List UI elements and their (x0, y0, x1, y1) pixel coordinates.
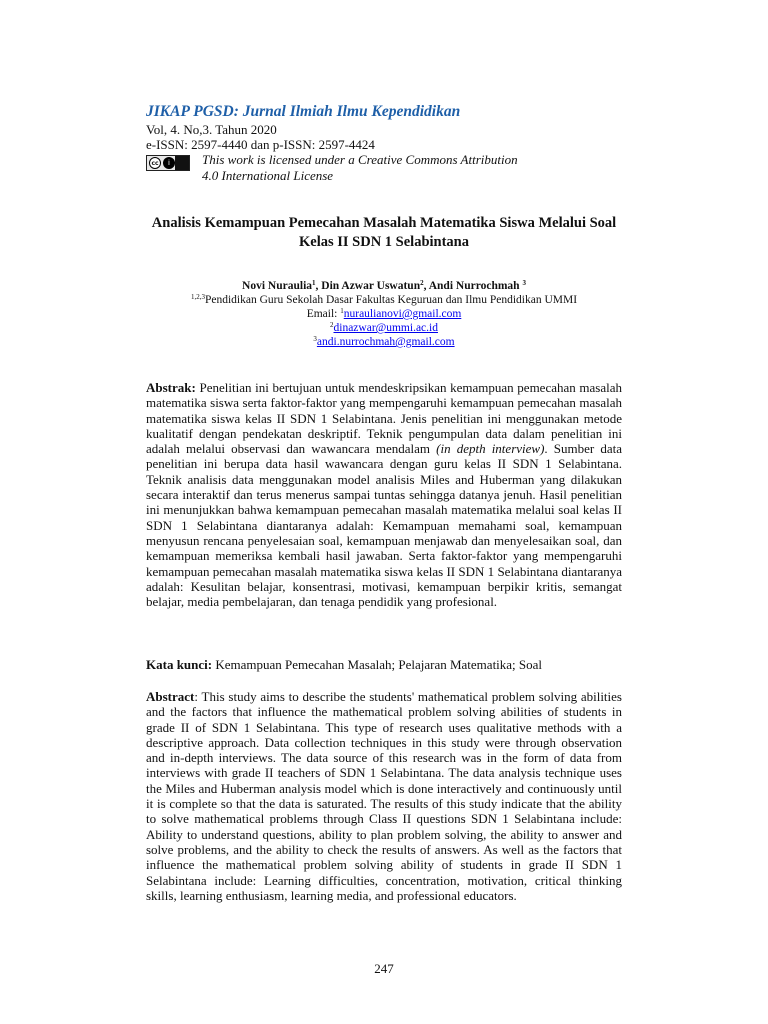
email-line-2 (100, 321, 668, 335)
author-3: Andi Nurrochmah (428, 280, 523, 292)
badge-band (175, 156, 189, 170)
abstract-label: Abstract (146, 689, 195, 704)
license-line-1: This work is licensed under a Creative Commons Attribution (202, 152, 518, 167)
author-2-sup: 2 (420, 279, 424, 287)
attribution-icon: i (163, 157, 175, 169)
journal-volume: Vol, 4. No,3. Tahun 2020 (146, 122, 277, 137)
article-title-line-2: Kelas II SDN 1 Selabintana (298, 234, 469, 250)
journal-title: JIKAP PGSD: Jurnal Ilmiah Ilmu Kependidikan (146, 103, 461, 120)
abstract-paragraph (146, 689, 622, 903)
cc-icon: cc (149, 157, 161, 169)
author-block (100, 279, 668, 349)
email-3-sup: 3 (313, 335, 317, 343)
affiliation-sup: 1,2,3 (190, 293, 205, 301)
author-2: Din Azwar Uswatun (321, 280, 421, 292)
author-3-sup: 3 (522, 279, 526, 287)
abstrak-label: Abstrak: (146, 380, 196, 395)
email-line-3 (100, 335, 668, 349)
affiliation-text: Pendidikan Guru Sekolah Dasar Fakultas Keguruan dan Ilmu Pendidikan UMMI (204, 294, 578, 306)
author-1-sup: 1 (312, 279, 316, 287)
article-title-line-1: Analisis Kemampuan Pemecahan Masalah Matematika Siswa Melalui Soal (151, 215, 617, 231)
email-2-sup: 2 (330, 321, 334, 329)
page-number: 247 (374, 961, 394, 976)
author-sep-2: , (423, 280, 429, 292)
abstrak-text-a: Penelitian ini bertujuan untuk mendeskripsikan kemampuan pemecahan masalah matematika siswa serta faktor-faktor yang mempengaruhi kemampuan pemecahan masalah matematika siswa kelas II SDN 1 Selabintana. Jenis penelitian ini menggunakan metode kualitatif dengan pendekatan deskriptif. Teknik pengumpulan data dalam penelitian ini adalah melalui observasi dan wawancara mendalam (146, 380, 622, 457)
email-1-link[interactable]: nuraulianovi@gmail.com (343, 308, 462, 320)
creative-commons-badge-icon[interactable] (146, 155, 190, 171)
keywords-text: Kemampuan Pemecahan Masalah; Pelajaran Matematika; Soal (212, 657, 543, 672)
email-1-sup: 1 (340, 307, 344, 315)
journal-header (146, 102, 646, 186)
email-line-1 (100, 307, 668, 321)
journal-issn: e-ISSN: 2597-4440 dan p-ISSN: 2597-4424 (146, 137, 375, 152)
email-2-link[interactable]: dinazwar@ummi.ac.id (333, 322, 438, 334)
email-label: Email: (306, 308, 341, 320)
article-title (100, 214, 668, 252)
author-sep-1: , (315, 280, 322, 292)
keywords-label: Kata kunci: (146, 657, 213, 672)
author-1: Novi Nuraulia (242, 280, 313, 292)
abstrak-text-italic: (in depth interview) (436, 441, 545, 457)
abstract-text: : This study aims to describe the students' mathematical problem solving abilities and the factors that influence the mathematical problem solving abilities of students in grade II of SDN 1 Selabintana. This type of research uses qualitative methods with a descriptive approach. Data collection techniques in this study were through observation and in-depth interviews. The data source of this research was in the form of data from interviews with grade II teachers of SDN 1 Selabintana. The data analysis technique uses the Miles and Huberman analysis model which is done interactively and continuously until it is complete so that the data is saturated. The results of this study indicate that the ability to solve mathematical problems through Class II questions SDN 1 Selabintana include: Ability to understand questions, ability to plan problem solving, the ability to answer and solve problems, and the ability to check the results of answers. As well as the factors that influence the mathematical problem solving ability of students in grade II SDN 1 Selabintana include: Learning difficulties, concentration, motivation, critical thinking skills, learning enthusiasm, learning media, and professional educators. (146, 689, 622, 903)
abstrak-text-b: . Sumber data penelitian ini berupa data hasil wawancara dengan guru kelas II SDN 1 Selabintana. Teknik analisis data menggunakan model analisis Miles and Huberman yang dilakukan secara interaktif dan terus menerus sampai tuntas sehingga datanya jenuh. Hasil penelitian ini menunjukkan bahwa kemampuan pemecahan masalah matematika melalui soal kelas II SDN 1 Selabintana diantaranya adalah: Kemampuan memahami soal, kemampuan menyusun rencana penyelesaian soal, kemampuan menjawab dan menyelesaikan soal, dan kemampuan memeriksa kembali hasil jawaban. Serta faktor-faktor yang mempengaruhi kemampuan pemecahan masalah matematika siswa kelas II SDN 1 Selabintana diantaranya adalah: Kesulitan belajar, konsentrasi, motivasi, kemampuan berpikir kritis, semangat belajar, media pembelajaran, dan tenaga pendidik yang profesional. (146, 441, 622, 610)
affiliation (100, 293, 668, 307)
email-3-link[interactable]: andi.nurrochmah@gmail.com (316, 336, 455, 348)
license-row (146, 152, 646, 186)
license-line-2: 4.0 International License (202, 168, 334, 183)
abstrak-paragraph (146, 380, 622, 609)
keywords-paragraph (146, 657, 622, 672)
author-names (100, 279, 668, 293)
license-text (202, 152, 518, 184)
